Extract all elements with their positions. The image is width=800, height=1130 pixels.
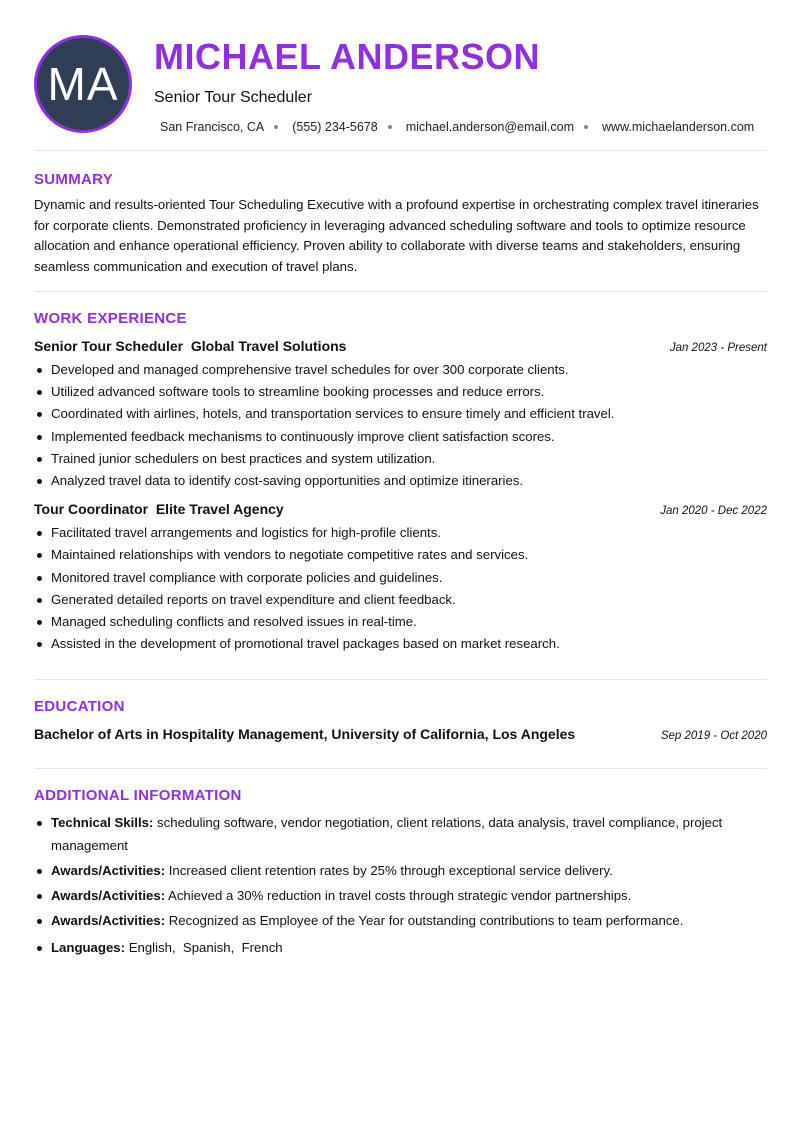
job-header (34, 338, 767, 354)
list-item: Trained junior schedulers on best practices and system utilization. (34, 448, 767, 470)
list-item: Implemented feedback mechanisms to continuously improve client satisfaction scores. (34, 426, 767, 448)
list-item (34, 812, 767, 856)
list-item: Facilitated travel arrangements and logistics for high-profile clients. (34, 522, 767, 544)
education-section (34, 680, 767, 742)
list-item: Utilized advanced software tools to streamline booking processes and reduce errors. (34, 381, 767, 403)
avatar-initials: MA (47, 58, 119, 110)
list-item: Analyzed travel data to identify cost-saving opportunities and optimize itineraries. (34, 470, 767, 492)
candidate-title: Senior Tour Scheduler (154, 89, 313, 106)
list-item: Assisted in the development of promotional travel packages based on market research. (34, 633, 767, 655)
item-label: Languages: (51, 940, 126, 956)
list-item: Generated detailed reports on travel expenditure and client feedback. (34, 589, 767, 611)
contact-location: San Francisco, CA (160, 120, 265, 134)
job-dates: Jan 2020 - Dec 2022 (660, 505, 767, 518)
summary-text: Dynamic and results-oriented Tour Scheduling Executive with a profound expertise in orchestrating complex travel itineraries for corporate clients. Demonstrated proficiency in leveraging advanced scheduling software and tools to optimize resource allocation and enhance operational efficiency. Proven ability to collaborate with diverse teams and stakeholders, ensuring seamless communication and execution of travel plans. (34, 197, 759, 274)
list-item (34, 885, 767, 907)
job-bullets (34, 522, 767, 655)
contact-info (160, 120, 754, 134)
job-role: Tour Coordinator Elite Travel Agency (34, 501, 284, 518)
list-item (34, 937, 767, 959)
item-label: Technical Skills: (51, 815, 154, 831)
resume-header (34, 0, 767, 151)
job-entry (34, 501, 767, 655)
education-entry (34, 726, 767, 742)
job-role: Senior Tour Scheduler Global Travel Solutions (34, 338, 347, 354)
section-heading-experience: WORK EXPERIENCE (34, 310, 187, 327)
resume-page (34, 0, 767, 963)
job-entry (34, 338, 767, 492)
summary-section (34, 151, 767, 277)
item-label: Awards/Activities: (51, 913, 166, 929)
contact-phone: (555) 234-5678 (292, 120, 378, 134)
list-item: Coordinated with airlines, hotels, and transportation services to ensure timely and efficient travel. (34, 403, 767, 425)
job-bullets (34, 359, 767, 492)
additional-section (34, 769, 767, 959)
separator-dot (274, 125, 278, 129)
avatar (34, 35, 132, 133)
candidate-name: MICHAEL ANDERSON (154, 36, 541, 77)
additional-list (34, 812, 767, 959)
section-heading-additional: ADDITIONAL INFORMATION (34, 787, 242, 805)
education-dates: Sep 2019 - Oct 2020 (660, 730, 767, 743)
contact-website[interactable]: www.michaelanderson.com (602, 120, 755, 134)
list-item (34, 910, 767, 932)
separator-dot (584, 125, 588, 129)
contact-email[interactable]: michael.anderson@email.com (405, 120, 575, 134)
item-text: Recognized as Employee of the Year for outstanding contributions to team performance. (168, 913, 684, 929)
item-text: Increased client retention rates by 25% through exceptional service delivery. (168, 862, 613, 878)
item-text: Achieved a 30% reduction in travel costs through strategic vendor partnerships. (168, 888, 632, 904)
job-header (34, 501, 767, 517)
separator-dot (388, 125, 392, 129)
experience-section (34, 292, 767, 655)
item-label: Awards/Activities: (51, 862, 166, 878)
list-item: Maintained relationships with vendors to negotiate competitive rates and services. (34, 544, 767, 566)
degree: Bachelor of Arts in Hospitality Management, University of California, Los Angeles (34, 726, 576, 743)
item-text: English, Spanish, French (128, 940, 283, 956)
list-item (34, 860, 767, 882)
list-item: Developed and managed comprehensive travel schedules for over 300 corporate clients. (34, 359, 767, 381)
section-heading-summary: SUMMARY (34, 171, 114, 188)
item-label: Awards/Activities: (51, 888, 166, 904)
item-text: scheduling software, vendor negotiation, client relations, data analysis, travel compliance, project management (51, 815, 723, 853)
list-item: Monitored travel compliance with corporate policies and guidelines. (34, 567, 767, 589)
job-dates: Jan 2023 - Present (669, 342, 767, 354)
list-item: Managed scheduling conflicts and resolved issues in real-time. (34, 611, 767, 633)
section-heading-education: EDUCATION (34, 698, 125, 716)
